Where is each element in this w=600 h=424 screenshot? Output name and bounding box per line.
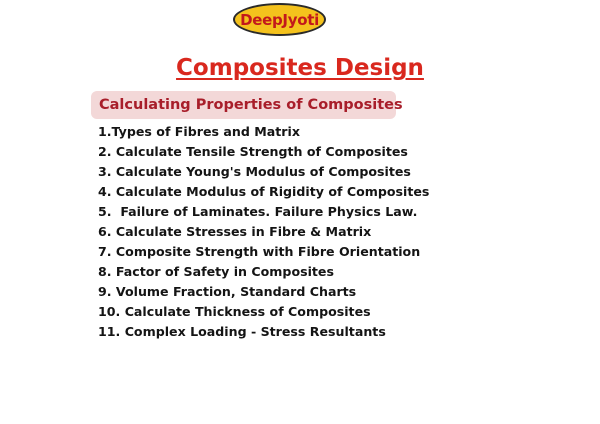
deepjyoti-logo (233, 3, 326, 36)
topic-item: 5. Failure of Laminates. Failure Physics Law. (98, 204, 418, 219)
topic-item: 1.Types of Fibres and Matrix (98, 124, 300, 139)
section-header (91, 91, 403, 119)
topic-list (98, 122, 429, 342)
topic-item: 4. Calculate Modulus of Rigidity of Composites (98, 184, 430, 199)
topic-item: 9. Volume Fraction, Standard Charts (98, 284, 357, 299)
topic-item: 8. Factor of Safety in Composites (98, 264, 334, 279)
section-header-text: Calculating Properties of Composites (99, 97, 403, 113)
topic-item: 10. Calculate Thickness of Composites (98, 304, 371, 319)
topic-item: 3. Calculate Young's Modulus of Composites (98, 164, 411, 179)
page-title: Composites Design (176, 55, 424, 81)
topic-item: 6. Calculate Stresses in Fibre & Matrix (98, 224, 372, 239)
topic-item: 7. Composite Strength with Fibre Orientation (98, 244, 421, 259)
topic-item: 11. Complex Loading - Stress Resultants (98, 324, 386, 339)
logo-text: DeepJyoti (240, 10, 319, 29)
topic-item: 2. Calculate Tensile Strength of Composites (98, 144, 408, 159)
